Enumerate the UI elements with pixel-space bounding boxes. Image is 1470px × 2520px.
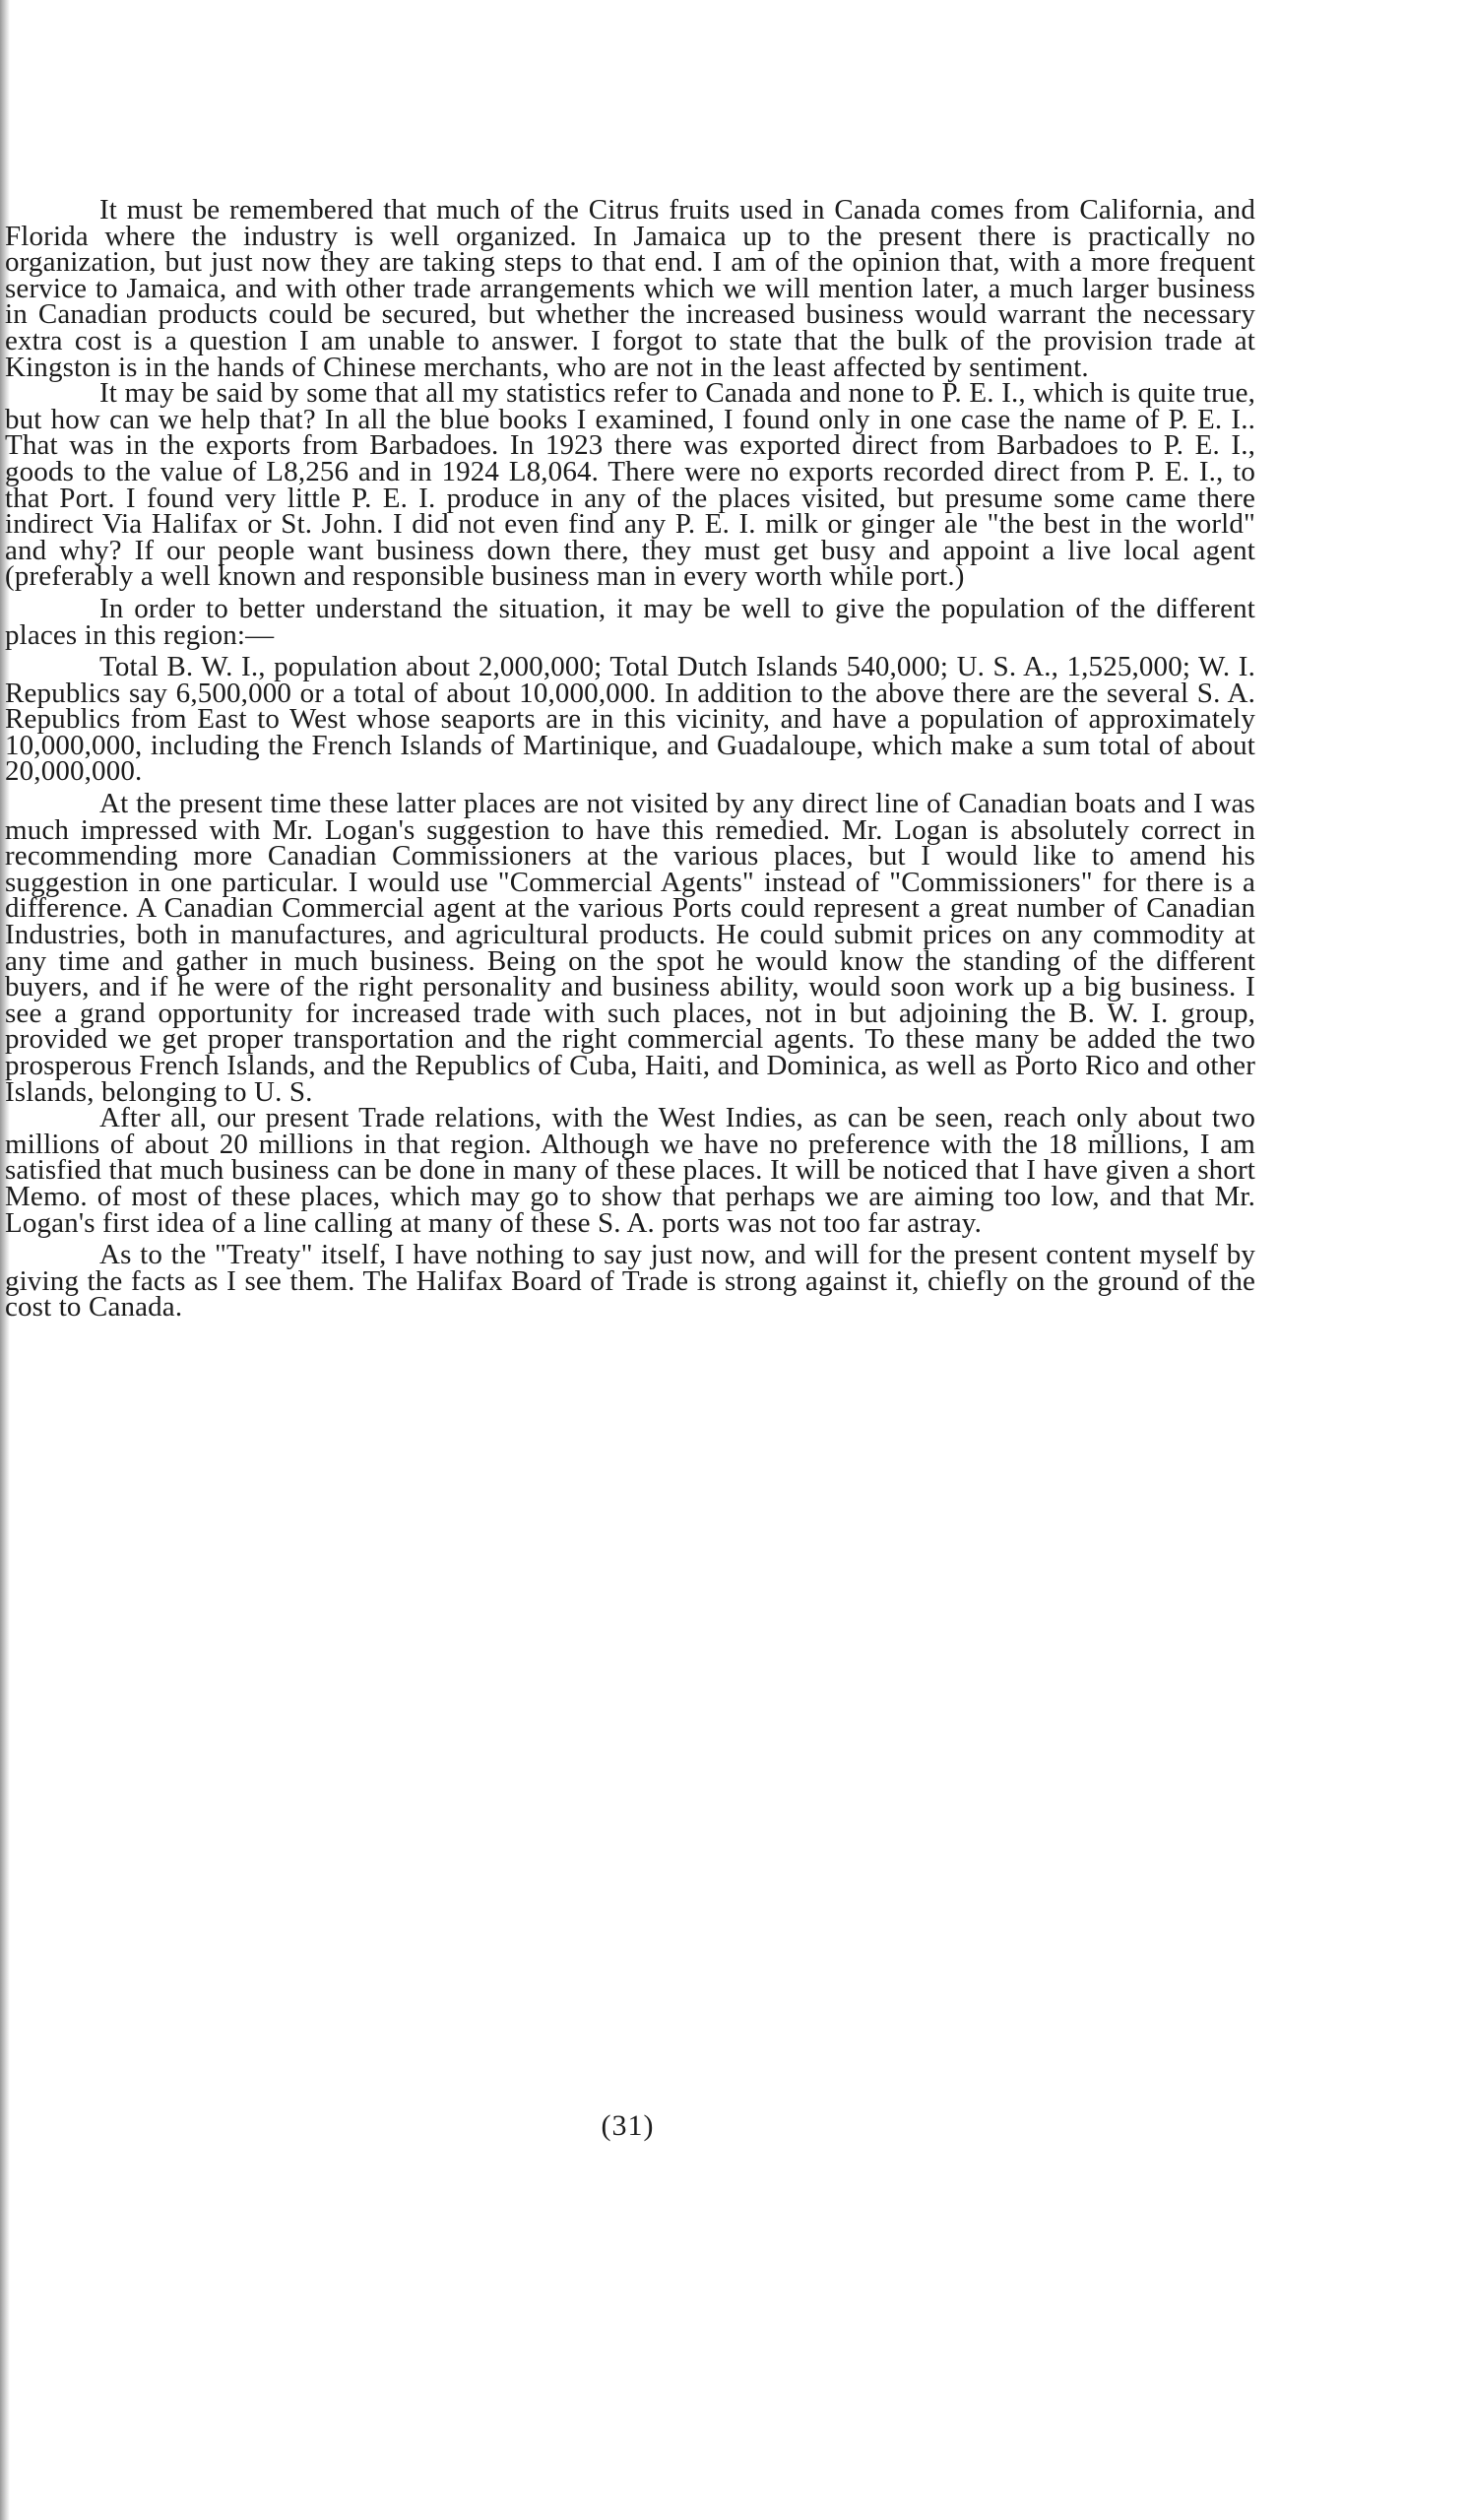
paragraph-trade-relations: After all, our present Trade relations, with the West Indies, as can be seen, reach only about two millions of about 20 millions in that region. Although we have no preference with the 18 millions, I am satisfied that much business can be done in many of these places. It will be noticed that I have given a short Memo. of most of these places, which may go to show that perhaps we are aiming too low, and that Mr. Logan's first idea of a line calling at many of these S. A. ports was not too far astray. bbox=[5, 1102, 1255, 1239]
paragraph-citrus-fruits: It must be remembered that much of the Citrus fruits used in Canada comes from California, and Florida where the industry is well organized. In Jamaica up to the present there is practically no organization, but just now they are taking steps to that end. I am of the opinion that, with a more frequent service to Jamaica, and with other trade arrangements which we will mention later, a much larger business in Canadian products could be secured, but whether the increased business would warrant the necessary extra cost is a question I am unable to answer. I forgot to state that the bulk of the provision trade at Kingston is in the hands of Chinese merchants, who are not in the least affected by sentiment. bbox=[5, 194, 1255, 383]
paragraph-treaty: As to the "Treaty" itself, I have nothing to say just now, and will for the present content myself by giving the facts as I see them. The Halifax Board of Trade is strong against it, chiefly on the ground of the cost to Canada. bbox=[5, 1239, 1255, 1324]
page-number: (31) bbox=[601, 2109, 655, 2142]
document-page bbox=[0, 194, 1255, 1324]
paragraph-commercial-agents: At the present time these latter places are not visited by any direct line of Canadian boats and I was much impressed with Mr. Logan's suggestion to have this remedied. Mr. Logan is absolutely correct in recommending more Canadian Commissioners at the various places, but I would like to amend his suggestion in one particular. I would use "Commercial Agents" instead of "Commissioners" for there is a difference. A Canadian Commercial agent at the various Ports could represent a great number of Canadian Industries, both in manufactures, and agricultural products. He could submit prices on any commodity at any time and gather in much business. Being on the spot he would know the standing of the different buyers, and if he were of the right personality and business ability, would soon work up a big business. I see a grand opportunity for increased trade with such places, not in but adjoining the B. W. I. group, provided we get proper transportation and the right commercial agents. To these many be added the two prosperous French Islands, and the Republics of Cuba, Haiti, and Dominica, as well as Porto Rico and other Islands, belonging to U. S. bbox=[5, 788, 1255, 1108]
body-text bbox=[0, 194, 1255, 1324]
paragraph-population-totals: Total B. W. I., population about 2,000,000; Total Dutch Islands 540,000; U. S. A., 1,525,000; W. I. Republics say 6,500,000 or a total of about 10,000,000. In addition to the above there are the several S. A. Republics from East to West whose seaports are in this vicinity, and have a population of approximately 10,000,000, including the French Islands of Martinique, and Guadaloupe, which make a sum total of about 20,000,000. bbox=[5, 651, 1255, 788]
paragraph-statistics-pei: It may be said by some that all my statistics refer to Canada and none to P. E. I., which is quite true, but how can we help that? In all the blue books I examined, I found only in one case the name of P. E. I.. That was in the exports from Barbadoes. In 1923 there was exported direct from Barbadoes to P. E. I., goods to the value of L8,256 and in 1924 L8,064. There were no exports recorded direct from P. E. I., to that Port. I found very little P. E. I. produce in any of the places visited, but presume some came there indirect Via Halifax or St. John. I did not even find any P. E. I. milk or ginger ale "the best in the world" and why? If our people want business down there, they must get busy and appoint a live local agent (preferably a well known and responsible business man in every worth while port.) bbox=[5, 377, 1255, 593]
paragraph-population-intro: In order to better understand the situation, it may be well to give the population of the different places in this region:— bbox=[5, 592, 1255, 651]
